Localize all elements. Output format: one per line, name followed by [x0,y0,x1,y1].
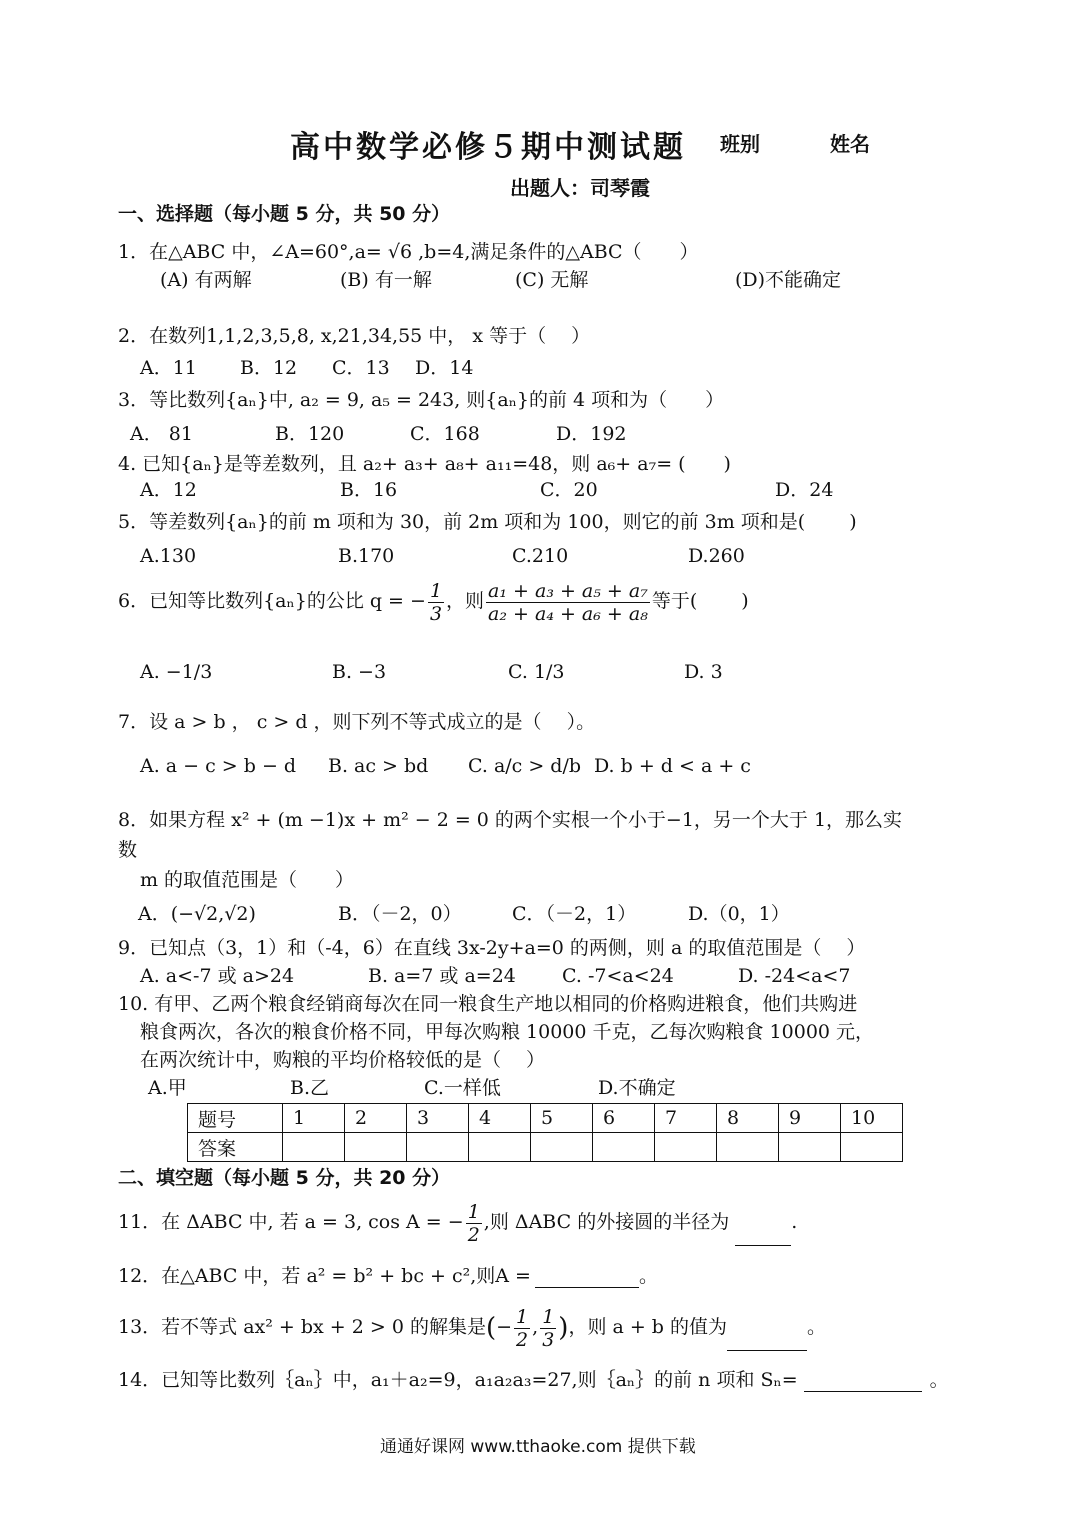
answer-cell[interactable] [345,1133,407,1162]
q9-stem: 9．已知点（3，1）和（-4，6）在直线 3x-2y+a=0 的两侧，则 a 的取值范围是（ ） [118,937,866,959]
q11-text-c: . [791,1211,798,1233]
question-number-cell: 1 [283,1104,345,1133]
q10-line2: 粮食两次，各次的粮食价格不同，甲每次购粮 10000 千克，乙每次购粮食 10000 元， [140,1021,875,1043]
answer-cell[interactable] [593,1133,655,1162]
q8-option-d: D.（0，1） [688,903,790,925]
q2-stem: 2．在数列1,1,2,3,5,8, x,21,34,55 中， x 等于（ ） [118,325,591,347]
q13-text-a: 13．若不等式 ax² + bx + 2 > 0 的解集是 [118,1316,486,1338]
q10-option-b: B.乙 [290,1077,330,1099]
answer-cell[interactable] [531,1133,593,1162]
q3-option-a: A． 81 [130,423,193,445]
q6-q-fraction: $\frac{1}{3}$ [429,579,443,625]
answer-row-label: 答案 [188,1133,283,1162]
q14-text-a: 14．已知等比数列｛aₙ｝中，a₁＋a₂=9，a₁a₂a₃=27,则｛aₙ｝的前 n 项和 Sₙ= [118,1369,798,1391]
q9-option-c: C. -7<a<24 [562,965,674,987]
q11-text-a: 11．在 ΔABC 中, 若 a = 3, cos A = − [118,1211,464,1233]
answer-cell[interactable] [655,1133,717,1162]
q2-option-c: C．13 [332,357,390,379]
number-row-label: 题号 [188,1104,283,1133]
q13-text-c: 。 [807,1316,827,1338]
q4-option-c: C．20 [540,479,598,501]
q3-option-d: D．192 [556,423,627,445]
name-label: 姓名 [830,132,870,156]
q6-option-a: A. −1/3 [140,661,213,683]
section1-heading: 一、选择题（每小题 5 分，共 50 分） [118,203,451,225]
q5-option-a: A.130 [140,545,197,567]
q6-stem-b: ，则 [446,590,485,612]
q6-option-b: B. −3 [332,661,387,683]
exam-title: 高中数学必修５期中测试题 [290,130,686,165]
q1-option-a: (A) 有两解 [160,269,252,291]
q1-option-b: (B) 有一解 [340,269,432,291]
q9-option-d: D. -24<a<7 [738,965,851,987]
answer-cell[interactable] [469,1133,531,1162]
q14-line [118,1368,949,1392]
answer-cell[interactable] [841,1133,903,1162]
q7-option-b: B. ac > bd [328,755,429,777]
q8-line1: 8．如果方程 x² + (m −1)x + m² − 2 = 0 的两个实根一个小于−1，另一个大于 1，那么实 [118,809,903,831]
question-number-cell: 2 [345,1104,407,1133]
question-number-cell: 10 [841,1104,903,1133]
q13-fraction-third: $\frac{1}{3}$ [542,1305,555,1351]
q3-option-b: B．120 [275,423,345,445]
q14-text-b: 。 [929,1369,949,1391]
q2-option-a: A．11 [140,357,197,379]
q10-line3: 在两次统计中，购粮的平均价格较低的是（ ） [140,1049,546,1071]
q13-fraction-half: $\frac{1}{2}$ [516,1305,529,1351]
q5-option-b: B.170 [338,545,395,567]
answer-table-number-row [188,1104,903,1133]
q4-option-b: B．16 [340,479,398,501]
q6-option-d: D. 3 [684,661,723,683]
q5-option-d: D.260 [688,545,745,567]
q11-line [118,1200,797,1246]
q7-stem: 7．设 a > b ， c > d ，则下列不等式成立的是（ ）。 [118,711,596,733]
q6-stem-a: 6．已知等比数列{aₙ}的公比 q = − [118,590,426,612]
q5-option-c: C.210 [512,545,569,567]
q4-option-a: A．12 [140,479,197,501]
q12-text-b: 。 [638,1265,658,1287]
q12-answer-blank[interactable] [535,1269,639,1288]
section2-heading: 二、填空题（每小题 5 分，共 20 分） [118,1167,451,1189]
answer-cell[interactable] [717,1133,779,1162]
q8-line3: m 的取值范围是（ ） [140,869,355,891]
question-number-cell: 8 [717,1104,779,1133]
q1-option-d: (D)不能确定 [735,269,842,291]
q11-text-b: ,则 ΔABC 的外接圆的半径为 [483,1211,730,1233]
q3-option-c: C．168 [410,423,480,445]
q13-answer-blank[interactable] [727,1332,807,1351]
class-label: 班别 [720,132,760,156]
q8-line2: 数 [118,839,138,861]
q14-answer-blank[interactable] [804,1373,922,1392]
q5-stem: 5．等差数列{aₙ}的前 m 项和为 30，前 2m 项和为 100，则它的前 3m 项和是( ) [118,511,857,533]
q11-fraction: $\frac{1}{2}$ [467,1200,480,1246]
footer-source: 通通好课网 www.tthaoke.com 提供下载 [380,1437,696,1457]
q8-option-c: C．（－2，1） [512,903,637,925]
question-number-cell: 6 [593,1104,655,1133]
q2-option-b: B．12 [240,357,298,379]
q12-line [118,1264,658,1288]
answer-table-answer-row [188,1133,903,1162]
q1-option-c: (C) 无解 [515,269,589,291]
q8-option-a: A．(−√2,√2) [138,903,256,925]
q3-stem: 3．等比数列{aₙ}中, a₂ = 9, a₅ = 243, 则{aₙ}的前 4 项和为（ ） [118,389,725,411]
q9-option-b: B. a=7 或 a=24 [368,965,516,987]
answer-cell[interactable] [407,1133,469,1162]
q10-option-d: D.不确定 [598,1077,676,1099]
question-number-cell: 3 [407,1104,469,1133]
q6-stem [118,578,749,625]
question-number-cell: 9 [779,1104,841,1133]
q10-option-c: C.一样低 [424,1077,501,1099]
q6-numerator: a₁ + a₃ + a₅ + a₇ [488,579,648,602]
q7-option-c: C. a/c > d/b [468,755,582,777]
q13-line: 13．若不等式 ax² + bx + 2 > 0 的解集是(− $\frac{1}{2}$ , $\frac{1}{3}$ )，则 a + b 的值为 。 [118,1305,827,1351]
q11-answer-blank[interactable] [735,1227,791,1246]
q6-option-c: C. 1/3 [508,661,565,683]
q6-denominator: a₂ + a₄ + a₆ + a₈ [488,602,648,625]
q4-stem: 4. 已知{aₙ}是等差数列，且 a₂+ a₃+ a₈+ a₁₁=48，则 a₆+ a₇= ( ) [118,453,731,475]
q12-text-a: 12．在△ABC 中，若 a² = b² + bc + c²,则A = [118,1265,531,1287]
q4-option-d: D．24 [775,479,834,501]
answer-cell[interactable] [283,1133,345,1162]
author-line: 出题人：司琴霞 [510,176,650,200]
q10-option-a: A.甲 [148,1077,187,1099]
q7-option-a: A. a − c > b − d [140,755,297,777]
question-number-cell: 5 [531,1104,593,1133]
q6-stem-c: 等于( ) [651,590,749,612]
question-number-cell: 4 [469,1104,531,1133]
q8-option-b: B．（－2，0） [338,903,462,925]
q10-line1: 10. 有甲、乙两个粮食经销商每次在同一粮食生产地以相同的价格购进粮食，他们共购进 [118,993,858,1015]
question-number-cell: 7 [655,1104,717,1133]
answer-cell[interactable] [779,1133,841,1162]
q2-option-d: D．14 [415,357,474,379]
answer-table [187,1103,903,1162]
q6-ratio-fraction [486,580,650,625]
q13-text-b: ，则 a + b 的值为 [568,1316,728,1338]
q9-option-a: A. a<-7 或 a>24 [140,965,295,987]
q1-stem: 1．在△ABC 中，∠A=60°,a= √6 ,b=4,满足条件的△ABC（ ） [118,241,699,263]
q7-option-d: D. b + d < a + c [594,755,751,777]
